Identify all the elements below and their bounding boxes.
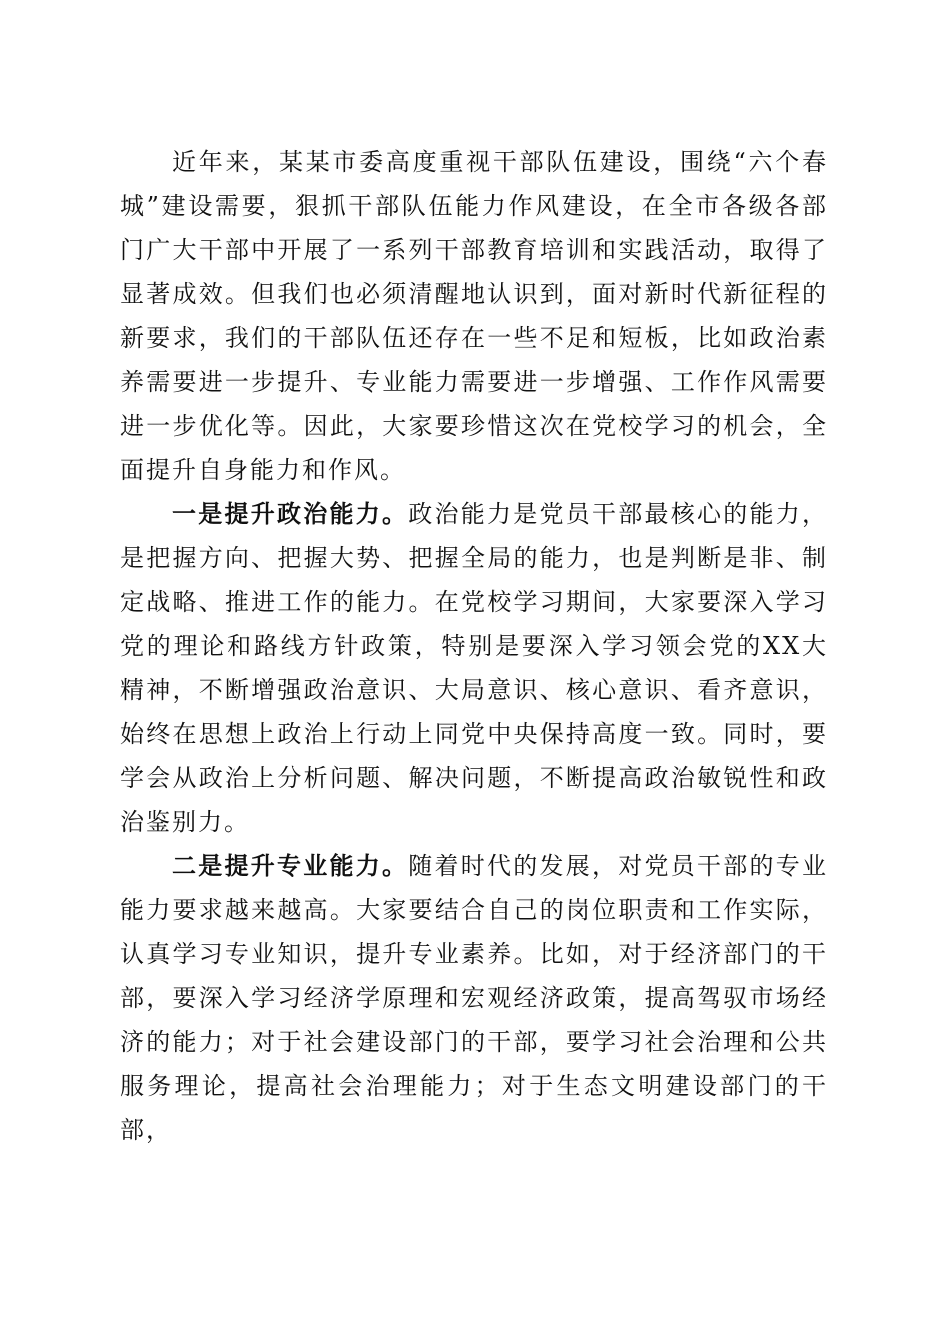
paragraph-professional-ability bbox=[120, 844, 828, 1152]
paragraph-political-ability bbox=[120, 492, 828, 844]
document-body bbox=[120, 140, 828, 1152]
paragraph-text: 政治能力是党员干部最核心的能力，是把握方向、把握大势、把握全局的能力，也是判断是非、制定战略、推进工作的能力。在党校学习期间，大家要深入学习党的理论和路线方针政策，特别是要深入学习领会党的XX大精神，不断增强政治意识、大局意识、核心意识、看齐意识，始终在思想上政治上行动上同党中央保持高度一致。同时，要学会从政治上分析问题、解决问题，不断提高政治敏锐性和政治鉴别力。 bbox=[120, 500, 828, 836]
paragraph-text: 近年来，某某市委高度重视干部队伍建设，围绕“六个春城”建设需要，狠抓干部队伍能力作风建设，在全市各级各部门广大干部中开展了一系列干部教育培训和实践活动，取得了显著成效。但我们也必须清醒地认识到，面对新时代新征程的新要求，我们的干部队伍还存在一些不足和短板，比如政治素养需要进一步提升、专业能力需要进一步增强、工作作风需要进一步优化等。因此，大家要珍惜这次在党校学习的机会，全面提升自身能力和作风。 bbox=[120, 148, 828, 484]
paragraph-lead: 一是提升政治能力。 bbox=[172, 499, 409, 528]
paragraph-intro bbox=[120, 140, 828, 492]
paragraph-text: 随着时代的发展，对党员干部的专业能力要求越来越高。大家要结合自己的岗位职责和工作实际，认真学习专业知识，提升专业素养。比如，对于经济部门的干部，要深入学习经济学原理和宏观经济政策，提高驾驭市场经济的能力；对于社会建设部门的干部，要学习社会治理和公共服务理论，提高社会治理能力；对于生态文明建设部门的干部， bbox=[120, 852, 828, 1144]
paragraph-lead: 二是提升专业能力。 bbox=[172, 851, 409, 880]
